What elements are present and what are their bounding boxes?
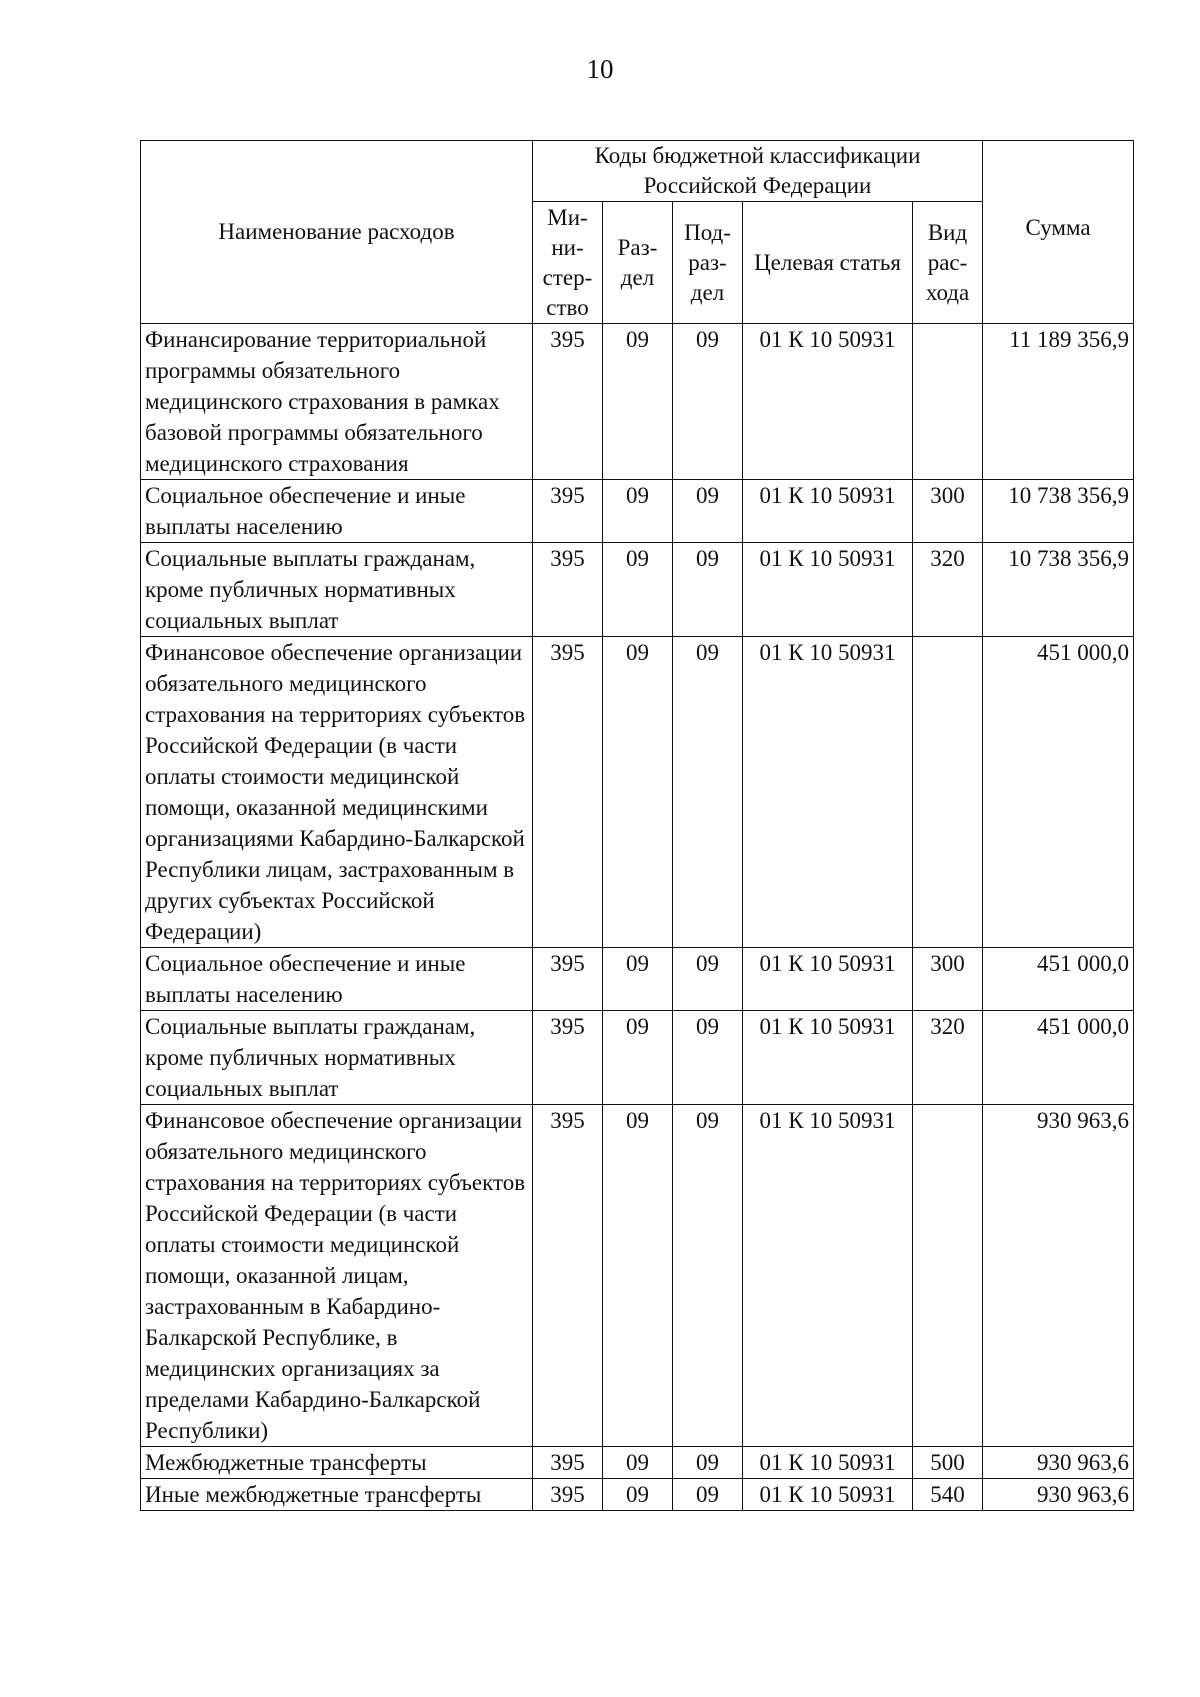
row-celevaya: 01 К 10 50931	[743, 948, 913, 1011]
header-celevaya: Целевая статья	[743, 202, 913, 324]
row-min: 395	[533, 1447, 603, 1479]
row-min: 395	[533, 1479, 603, 1511]
row-podrazdel: 09	[673, 1105, 743, 1447]
row-summa: 930 963,6	[983, 1447, 1134, 1479]
row-min: 395	[533, 480, 603, 543]
row-summa: 451 000,0	[983, 637, 1134, 948]
table-row	[141, 948, 1134, 1011]
row-razdel: 09	[603, 637, 673, 948]
row-name: Финансовое обеспечение организации обязательного медицинского страхования на территориях субъектов Российской Федерации (в части оплаты стоимости медицинской помощи, оказанной медицинскими организациями Кабардино-Балкарской Республики лицам, застрахованным в других субъектах Российской Федерации)	[141, 637, 533, 948]
row-podrazdel: 09	[673, 324, 743, 480]
row-celevaya: 01 К 10 50931	[743, 543, 913, 637]
row-min: 395	[533, 948, 603, 1011]
row-summa: 930 963,6	[983, 1479, 1134, 1511]
page-number: 10	[586, 54, 614, 84]
table-row	[141, 637, 1134, 948]
row-celevaya: 01 К 10 50931	[743, 1447, 913, 1479]
row-summa: 451 000,0	[983, 1011, 1134, 1105]
row-name: Финансирование территориальной программы обязательного медицинского страхования в рамках базовой программы обязательного медицинского страхования	[141, 324, 533, 480]
row-celevaya: 01 К 10 50931	[743, 1479, 913, 1511]
row-celevaya: 01 К 10 50931	[743, 637, 913, 948]
row-vid	[913, 637, 983, 948]
row-razdel: 09	[603, 948, 673, 1011]
row-min: 395	[533, 324, 603, 480]
row-razdel: 09	[603, 480, 673, 543]
row-podrazdel: 09	[673, 480, 743, 543]
row-razdel: 09	[603, 1105, 673, 1447]
row-min: 395	[533, 543, 603, 637]
row-razdel: 09	[603, 543, 673, 637]
table-row	[141, 543, 1134, 637]
row-min: 395	[533, 1011, 603, 1105]
row-summa: 10 738 356,9	[983, 543, 1134, 637]
row-celevaya: 01 К 10 50931	[743, 1011, 913, 1105]
row-summa: 10 738 356,9	[983, 480, 1134, 543]
row-vid	[913, 324, 983, 480]
row-vid: 300	[913, 480, 983, 543]
row-vid: 320	[913, 543, 983, 637]
header-min: Ми-ни-стер-ство	[533, 202, 603, 324]
row-razdel: 09	[603, 1447, 673, 1479]
table-row	[141, 1105, 1134, 1447]
row-vid: 300	[913, 948, 983, 1011]
header-name: Наименование расходов	[141, 141, 533, 324]
header-podrazdel: Под-раз-дел	[673, 202, 743, 324]
row-vid: 320	[913, 1011, 983, 1105]
row-name: Иные межбюджетные трансферты	[141, 1479, 533, 1511]
row-vid	[913, 1105, 983, 1447]
row-min: 395	[533, 1105, 603, 1447]
table-row	[141, 1479, 1134, 1511]
row-podrazdel: 09	[673, 1479, 743, 1511]
row-podrazdel: 09	[673, 1011, 743, 1105]
row-podrazdel: 09	[673, 543, 743, 637]
table-row	[141, 324, 1134, 480]
row-celevaya: 01 К 10 50931	[743, 480, 913, 543]
header-vid: Вид рас-хода	[913, 202, 983, 324]
row-name: Социальное обеспечение и иные выплаты населению	[141, 948, 533, 1011]
table-row	[141, 480, 1134, 543]
row-name: Межбюджетные трансферты	[141, 1447, 533, 1479]
table-row	[141, 1011, 1134, 1105]
row-podrazdel: 09	[673, 948, 743, 1011]
header-summa: Сумма	[983, 141, 1134, 324]
row-vid: 500	[913, 1447, 983, 1479]
row-celevaya: 01 К 10 50931	[743, 1105, 913, 1447]
row-summa: 11 189 356,9	[983, 324, 1134, 480]
row-name: Финансовое обеспечение организации обязательного медицинского страхования на территориях субъектов Российской Федерации (в части оплаты стоимости медицинской помощи, оказанной лицам, застрахованным в Кабардино-Балкарской Республике, в медицинских организациях за пределами Кабардино-Балкарской Республики)	[141, 1105, 533, 1447]
row-name: Социальные выплаты гражданам, кроме публичных нормативных социальных выплат	[141, 1011, 533, 1105]
header-razdel: Раз-дел	[603, 202, 673, 324]
header-group: Коды бюджетной классификации Российской Федерации	[533, 141, 983, 202]
budget-table	[140, 140, 1134, 1511]
row-min: 395	[533, 637, 603, 948]
row-celevaya: 01 К 10 50931	[743, 324, 913, 480]
row-razdel: 09	[603, 324, 673, 480]
row-razdel: 09	[603, 1011, 673, 1105]
row-podrazdel: 09	[673, 1447, 743, 1479]
row-vid: 540	[913, 1479, 983, 1511]
table-row	[141, 1447, 1134, 1479]
row-summa: 930 963,6	[983, 1105, 1134, 1447]
row-name: Социальное обеспечение и иные выплаты населению	[141, 480, 533, 543]
row-name: Социальные выплаты гражданам, кроме публичных нормативных социальных выплат	[141, 543, 533, 637]
row-razdel: 09	[603, 1479, 673, 1511]
row-podrazdel: 09	[673, 637, 743, 948]
row-summa: 451 000,0	[983, 948, 1134, 1011]
